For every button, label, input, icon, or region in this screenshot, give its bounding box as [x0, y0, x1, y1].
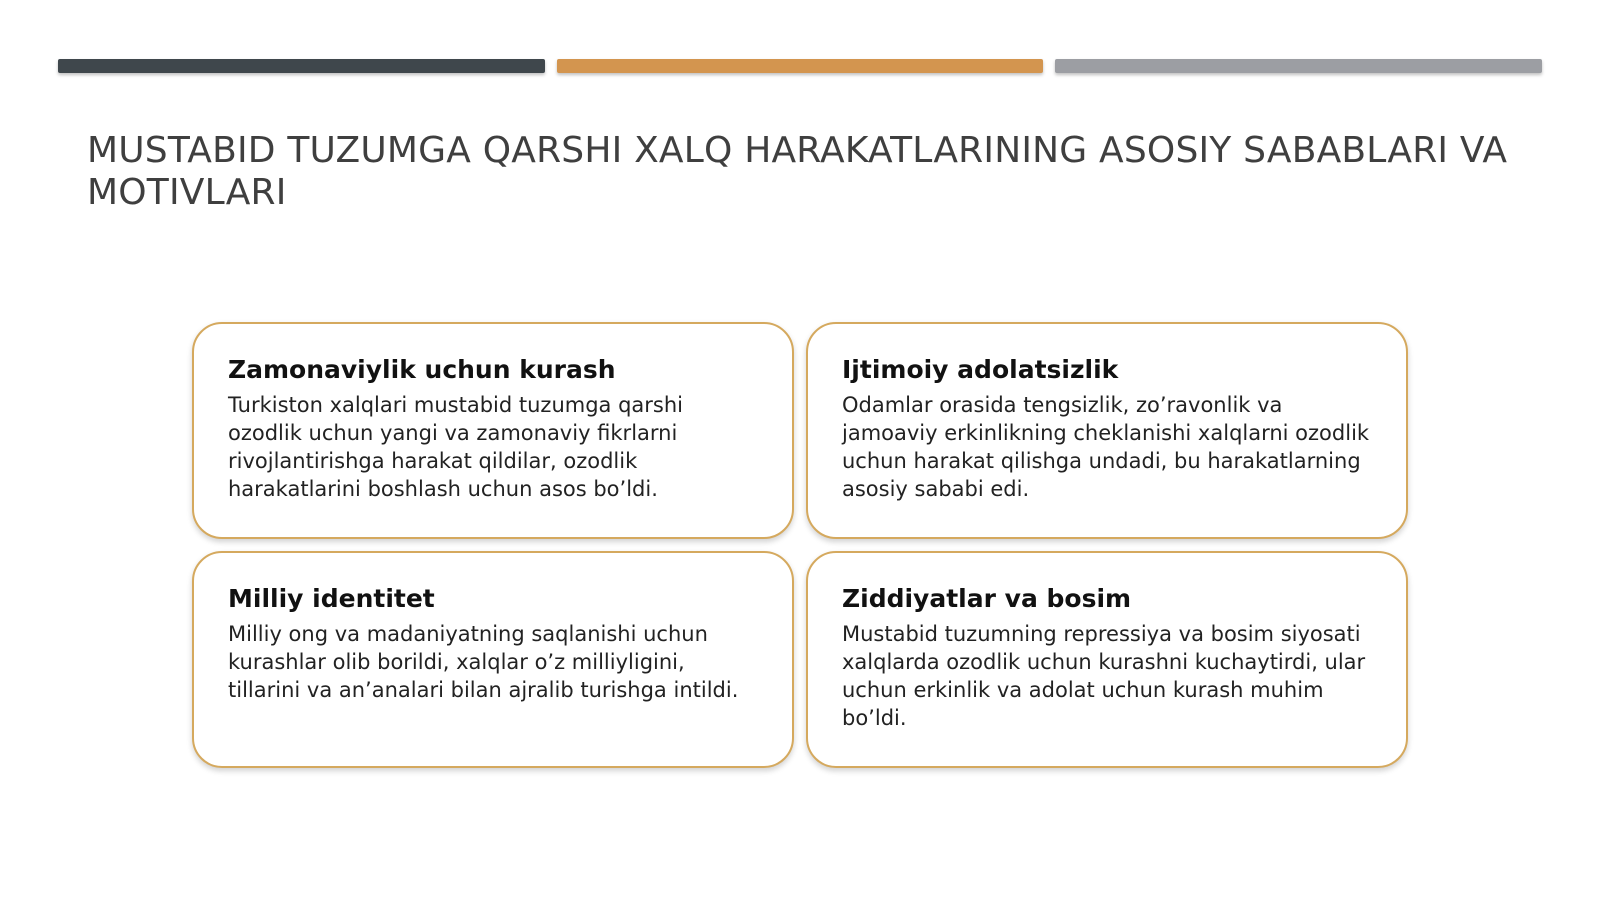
card-title: Zamonaviylik uchun kurash — [228, 355, 616, 384]
card-text: Odamlar orasida tengsizlik, zo’ravonlik va jamoaviy erkinlikning cheklanishi xalqlarni ozodlik uchun harakat qilishga undadi, bu harakatlarning asosiy sababi edi. — [842, 393, 1370, 501]
accent-bar-gray — [1055, 59, 1542, 73]
accent-bar-dark — [58, 59, 545, 73]
card-national-identity — [192, 551, 794, 768]
card-title: Milliy identitet — [228, 584, 435, 613]
card-text: Milliy ong va madaniyatning saqlanishi uchun kurashlar olib borildi, xalqlar o’z milliyligini, tillarini va an’analari bilan ajralib turishga intildi. — [228, 622, 739, 702]
top-accent-bars — [58, 59, 1542, 73]
card-text: Turkiston xalqlari mustabid tuzumga qarshi ozodlik uchun yangi va zamonaviy fikrlarni rivojlantirishga harakat qildilar, ozodlik harakatlarini boshlash uchun asos bo’ldi. — [228, 393, 683, 501]
card-title: Ziddiyatlar va bosim — [842, 584, 1132, 613]
card-social-injustice — [806, 322, 1408, 539]
accent-bar-orange — [557, 59, 1044, 73]
reasons-card-grid — [192, 322, 1408, 769]
card-conflicts-pressure — [806, 551, 1408, 768]
slide-title: MUSTABID TUZUMGA QARSHI XALQ HARAKATLARINING ASOSIY SABABLARI VA MOTIVLARI — [87, 130, 1508, 213]
card-title: Ijtimoiy adolatsizlik — [842, 355, 1119, 384]
card-text: Mustabid tuzumning repressiya va bosim siyosati xalqlarda ozodlik uchun kurashni kuchaytirdi, ular uchun erkinlik va adolat uchun kurash muhim bo’ldi. — [842, 622, 1366, 730]
card-modernity-struggle — [192, 322, 794, 539]
